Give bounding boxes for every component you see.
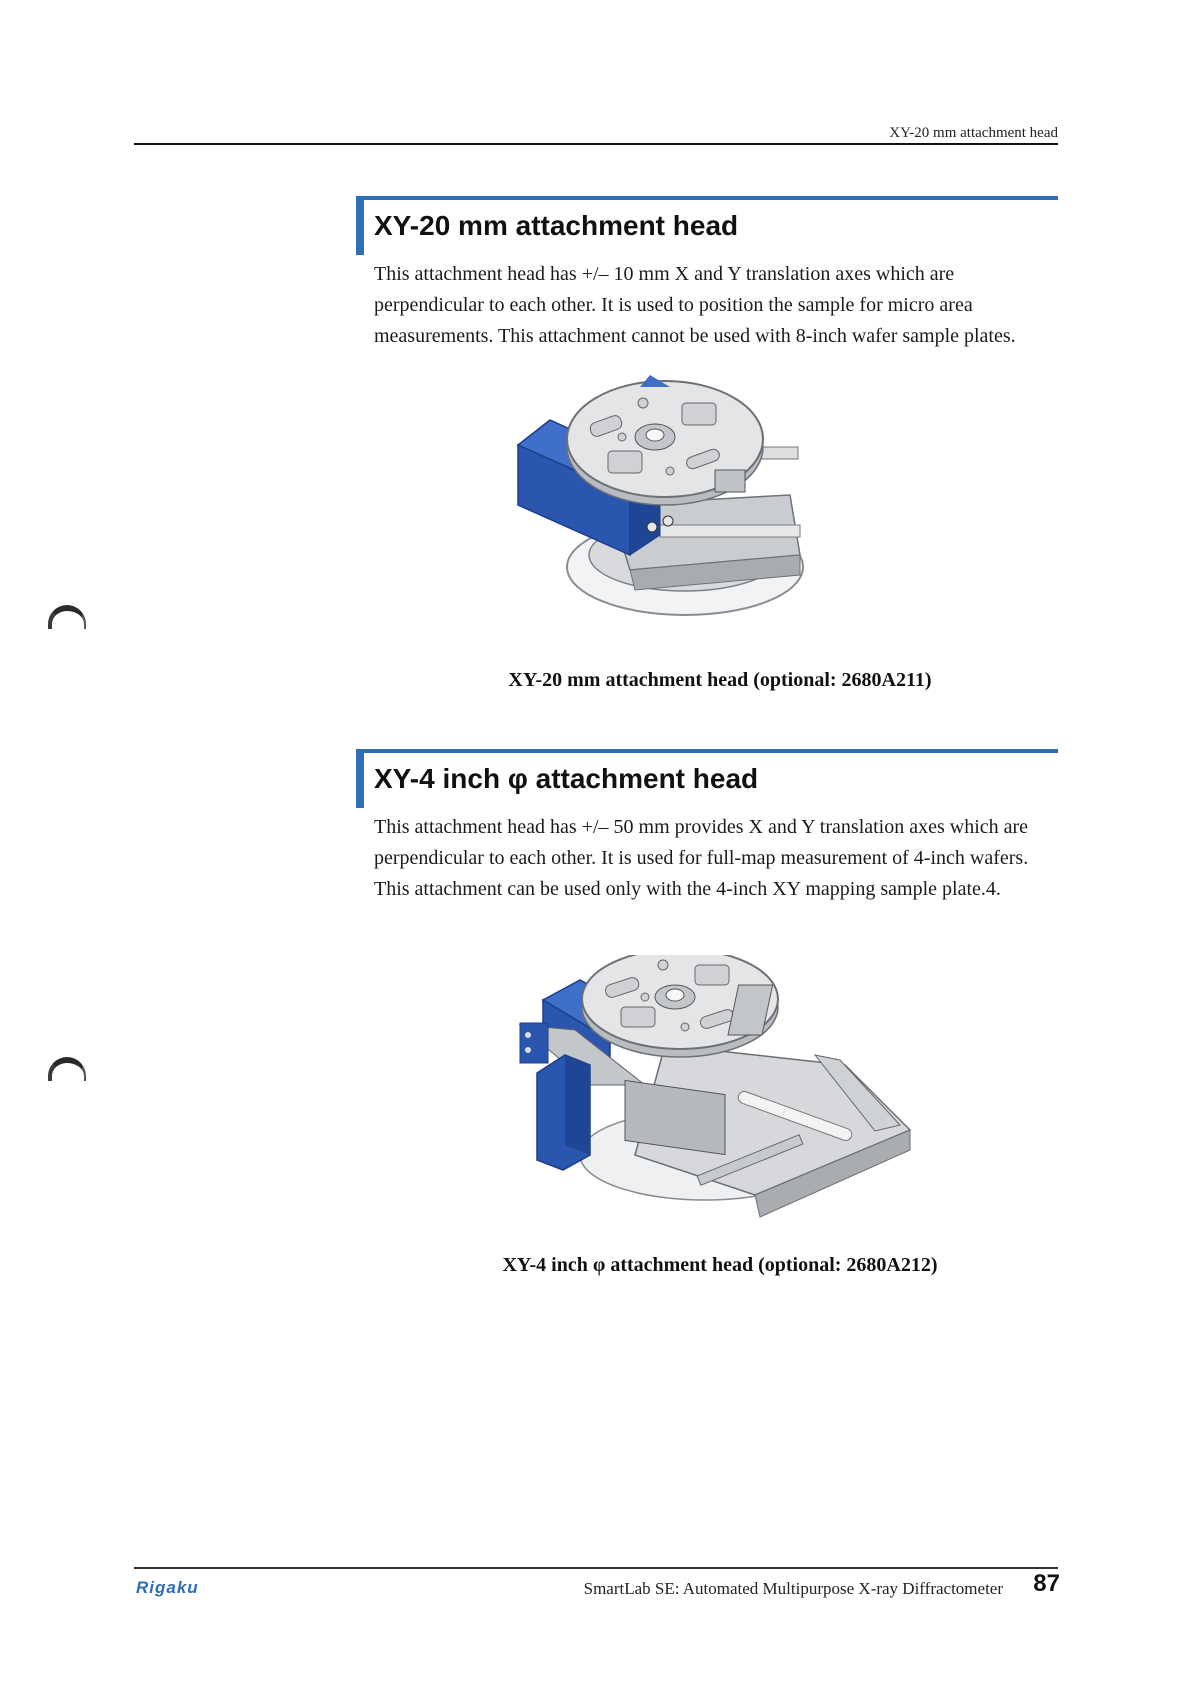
wheel-window	[621, 1007, 655, 1027]
arm-screw	[647, 522, 657, 532]
slide-rail	[660, 525, 800, 537]
section-1-title: XY-20 mm attachment head	[374, 210, 739, 241]
section-1-bar	[356, 196, 364, 255]
wheel-hub-hole	[666, 989, 684, 1001]
bracket	[715, 470, 745, 492]
section-2-rule	[356, 749, 1058, 753]
figure-1-caption: XY-20 mm attachment head (optional: 2680A211)	[508, 669, 932, 691]
wheel-hole	[658, 960, 668, 970]
wheel-hole	[638, 398, 648, 408]
block-screw	[525, 1047, 531, 1053]
section-2-body: This attachment head has +/– 50 mm provides X and Y translation axes which are perpendicular to each other. It is used for full-map measurement of 4-inch wafers. This attachment can be used only with the 4-inch XY mapping sample plate.4.	[374, 816, 1029, 900]
page-number: 87	[1033, 1570, 1060, 1597]
wheel-hole	[666, 467, 674, 475]
section-2-title: XY-4 inch φ attachment head	[374, 763, 759, 794]
blue-column-face	[565, 1055, 590, 1155]
arm-screw	[663, 516, 673, 526]
section-1-body: This attachment head has +/– 10 mm X and Y translation axes which are perpendicular to each other. It is used to position the sample for micro area measurements. This attachment cannot be used with 8-inch wafer sample plates.	[374, 263, 1016, 347]
rigaku-logo: Rigaku	[136, 1578, 199, 1597]
blue-block	[520, 1023, 548, 1063]
footer-manual-title: SmartLab SE: Automated Multipurpose X-ray Diffractometer	[583, 1579, 1003, 1598]
wheel-window	[682, 403, 716, 425]
header-rule	[134, 143, 1058, 145]
wheel-hub-hole	[646, 429, 664, 441]
figure-xy20-attachment	[510, 375, 850, 635]
wheel-window	[608, 451, 642, 473]
wheel-hole	[641, 993, 649, 1001]
footer-rule	[134, 1567, 1058, 1569]
wheel-hole	[681, 1023, 689, 1031]
hole-punch-top	[48, 605, 86, 629]
hole-punch-bottom	[48, 1057, 86, 1081]
figure-xy4-attachment	[515, 955, 915, 1225]
wheel-hole	[618, 433, 626, 441]
figure-2-caption: XY-4 inch φ attachment head (optional: 2680A212)	[502, 1254, 938, 1276]
wheel-window	[695, 965, 729, 985]
block-screw	[525, 1032, 531, 1038]
section-1-rule	[356, 196, 1058, 200]
running-header: XY-20 mm attachment head	[889, 125, 1058, 141]
section-2-bar	[356, 749, 364, 808]
